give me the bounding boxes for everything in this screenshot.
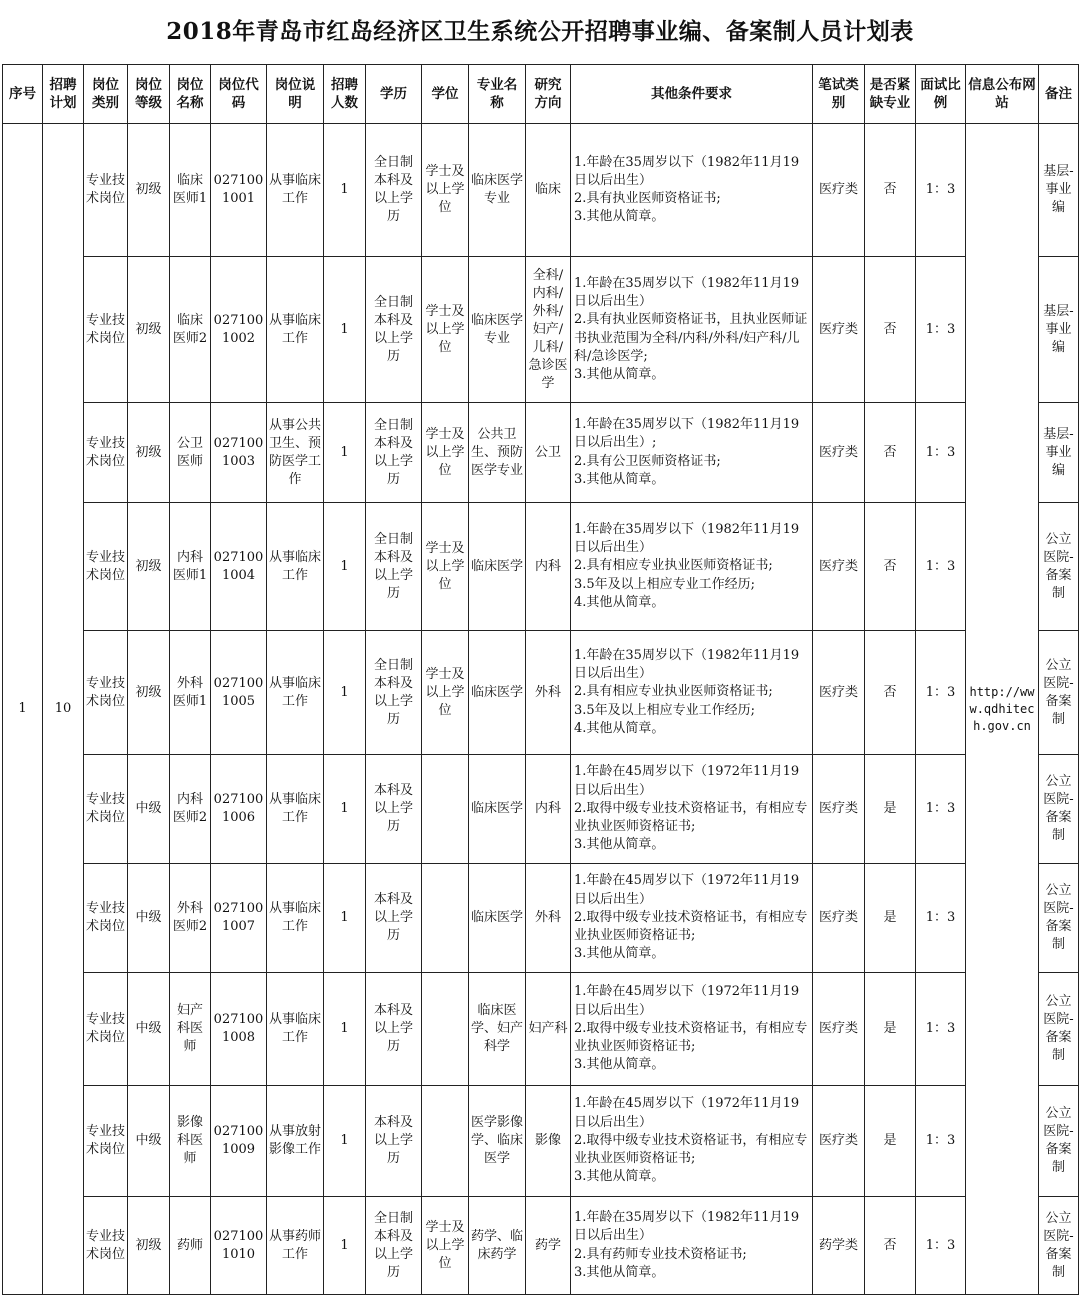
interview-ratio-cell: 1：3 xyxy=(916,1086,966,1197)
shortage-cell: 是 xyxy=(865,1086,916,1197)
degree-cell xyxy=(422,973,469,1086)
interview-ratio-cell: 1：3 xyxy=(916,403,966,503)
position-desc-cell: 从事临床工作 xyxy=(267,973,324,1086)
position-code-cell: 0271001002 xyxy=(211,257,267,403)
column-header: 序号 xyxy=(3,65,43,124)
level-cell: 中级 xyxy=(128,973,170,1086)
major-cell: 药学、临床药学 xyxy=(469,1197,526,1295)
category-cell: 专业技术岗位 xyxy=(84,257,128,403)
count-cell: 1 xyxy=(324,503,366,631)
major-cell: 临床医学专业 xyxy=(469,257,526,403)
table-row xyxy=(3,503,1079,631)
column-header: 岗位代码 xyxy=(211,65,267,124)
interview-ratio-cell: 1：3 xyxy=(916,1197,966,1295)
position-desc-cell: 从事公共卫生、预防医学工作 xyxy=(267,403,324,503)
exam-type-cell: 医疗类 xyxy=(813,257,865,403)
level-cell: 初级 xyxy=(128,124,170,257)
conditions-cell xyxy=(571,755,813,864)
interview-ratio-cell: 1：3 xyxy=(916,503,966,631)
position-desc-cell: 从事药师工作 xyxy=(267,1197,324,1295)
shortage-cell: 是 xyxy=(865,755,916,864)
note-cell: 公立医院-备案制 xyxy=(1039,631,1079,755)
level-cell: 初级 xyxy=(128,631,170,755)
position-code-cell: 0271001003 xyxy=(211,403,267,503)
category-cell: 专业技术岗位 xyxy=(84,124,128,257)
exam-type-cell: 医疗类 xyxy=(813,864,865,973)
column-header: 其他条件要求 xyxy=(571,65,813,124)
shortage-cell: 是 xyxy=(865,864,916,973)
position-name-cell: 临床医师1 xyxy=(170,124,211,257)
seq-cell: 1 xyxy=(3,124,43,1295)
condition-line: 2.取得中级专业技术资格证书，有相应专业执业医师资格证书; xyxy=(574,1020,808,1055)
count-cell: 1 xyxy=(324,755,366,864)
education-cell: 全日制本科及以上学历 xyxy=(366,403,422,503)
table-body xyxy=(3,124,1079,1295)
major-cell: 公共卫生、预防医学专业 xyxy=(469,403,526,503)
category-cell: 专业技术岗位 xyxy=(84,403,128,503)
level-cell: 初级 xyxy=(128,503,170,631)
major-cell: 临床医学 xyxy=(469,864,526,973)
table-row xyxy=(3,403,1079,503)
exam-type-cell: 医疗类 xyxy=(813,973,865,1086)
education-cell: 全日制本科及以上学历 xyxy=(366,124,422,257)
shortage-cell: 是 xyxy=(865,973,916,1086)
category-cell: 专业技术岗位 xyxy=(84,1197,128,1295)
degree-cell: 学士及以上学位 xyxy=(422,403,469,503)
position-name-cell: 影像科医师 xyxy=(170,1086,211,1197)
table-header-row xyxy=(3,65,1079,124)
condition-line: 3.其他从简章。 xyxy=(574,1057,665,1073)
column-header: 是否紧缺专业 xyxy=(865,65,916,124)
position-code-cell: 0271001007 xyxy=(211,864,267,973)
column-header: 招聘人数 xyxy=(324,65,366,124)
condition-line: 4.其他从简章。 xyxy=(574,720,665,736)
direction-cell: 公卫 xyxy=(526,403,571,503)
condition-line: 3.其他从简章。 xyxy=(574,946,665,962)
note-cell: 公立医院-备案制 xyxy=(1039,755,1079,864)
level-cell: 初级 xyxy=(128,257,170,403)
major-cell: 医学影像学、临床医学 xyxy=(469,1086,526,1197)
position-name-cell: 内科医师1 xyxy=(170,503,211,631)
conditions-cell xyxy=(571,631,813,755)
position-desc-cell: 从事放射影像工作 xyxy=(267,1086,324,1197)
count-cell: 1 xyxy=(324,973,366,1086)
shortage-cell: 否 xyxy=(865,124,916,257)
table-row xyxy=(3,973,1079,1086)
note-cell: 公立医院-备案制 xyxy=(1039,1086,1079,1197)
condition-line: 1.年龄在35周岁以下（1982年11月19日以后出生） xyxy=(574,1210,800,1244)
position-name-cell: 外科医师2 xyxy=(170,864,211,973)
level-cell: 初级 xyxy=(128,403,170,503)
major-cell: 临床医学 xyxy=(469,755,526,864)
position-code-cell: 0271001010 xyxy=(211,1197,267,1295)
condition-line: 1.年龄在35周岁以下（1982年11月19日以后出生）; xyxy=(574,417,800,451)
position-desc-cell: 从事临床工作 xyxy=(267,864,324,973)
education-cell: 全日制本科及以上学历 xyxy=(366,631,422,755)
count-cell: 1 xyxy=(324,257,366,403)
condition-line: 3.其他从简章。 xyxy=(574,209,665,225)
count-cell: 1 xyxy=(324,631,366,755)
shortage-cell: 否 xyxy=(865,403,916,503)
major-cell: 临床医学 xyxy=(469,631,526,755)
conditions-cell xyxy=(571,864,813,973)
condition-line: 1.年龄在45周岁以下（1972年11月19日以后出生） xyxy=(574,764,800,798)
condition-line: 1.年龄在35周岁以下（1982年11月19日以后出生） xyxy=(574,647,800,682)
education-cell: 本科及以上学历 xyxy=(366,973,422,1086)
table-row xyxy=(3,257,1079,403)
degree-cell xyxy=(422,1086,469,1197)
exam-type-cell: 医疗类 xyxy=(813,503,865,631)
condition-line: 3.5年及以上相应专业工作经历; xyxy=(574,702,756,718)
category-cell: 专业技术岗位 xyxy=(84,1086,128,1197)
exam-type-cell: 医疗类 xyxy=(813,631,865,755)
conditions-cell xyxy=(571,1197,813,1295)
shortage-cell: 否 xyxy=(865,503,916,631)
position-name-cell: 公卫医师 xyxy=(170,403,211,503)
interview-ratio-cell: 1：3 xyxy=(916,631,966,755)
exam-type-cell: 医疗类 xyxy=(813,124,865,257)
column-header: 专业名称 xyxy=(469,65,526,124)
position-desc-cell: 从事临床工作 xyxy=(267,257,324,403)
plan-cell: 10 xyxy=(43,124,84,1295)
position-name-cell: 内科医师2 xyxy=(170,755,211,864)
page-title: 2018年青岛市红岛经济区卫生系统公开招聘事业编、备案制人员计划表 xyxy=(166,18,914,45)
column-header: 岗位名称 xyxy=(170,65,211,124)
level-cell: 中级 xyxy=(128,1086,170,1197)
position-code-cell: 0271001006 xyxy=(211,755,267,864)
column-header: 备注 xyxy=(1039,65,1079,124)
exam-type-cell: 医疗类 xyxy=(813,1086,865,1197)
condition-line: 3.其他从简章。 xyxy=(574,1169,665,1185)
category-cell: 专业技术岗位 xyxy=(84,755,128,864)
note-cell: 公立医院-备案制 xyxy=(1039,864,1079,973)
exam-type-cell: 药学类 xyxy=(813,1197,865,1295)
condition-line: 2.取得中级专业技术资格证书，有相应专业执业医师资格证书; xyxy=(574,909,808,944)
condition-line: 2.具有药师专业技术资格证书; xyxy=(574,1246,747,1262)
condition-line: 3.其他从简章。 xyxy=(574,471,665,487)
column-header: 信息公布网站 xyxy=(966,65,1039,124)
note-cell: 公立医院-备案制 xyxy=(1039,1197,1079,1295)
recruitment-plan-table xyxy=(2,64,1079,1295)
conditions-cell xyxy=(571,124,813,257)
column-header: 岗位说明 xyxy=(267,65,324,124)
condition-line: 1.年龄在45周岁以下（1972年11月19日以后出生） xyxy=(574,984,800,1018)
condition-line: 1.年龄在35周岁以下（1982年11月19日以后出生） xyxy=(574,521,800,556)
count-cell: 1 xyxy=(324,124,366,257)
column-header: 面试比例 xyxy=(916,65,966,124)
conditions-cell xyxy=(571,503,813,631)
website-cell[interactable]: http://www.qdhitech.gov.cn xyxy=(966,124,1039,1295)
degree-cell: 学士及以上学位 xyxy=(422,124,469,257)
condition-line: 2.具有相应专业执业医师资格证书; xyxy=(574,684,773,700)
column-header: 招聘计划 xyxy=(43,65,84,124)
exam-type-cell: 医疗类 xyxy=(813,755,865,864)
position-code-cell: 0271001001 xyxy=(211,124,267,257)
interview-ratio-cell: 1：3 xyxy=(916,973,966,1086)
position-name-cell: 药师 xyxy=(170,1197,211,1295)
category-cell: 专业技术岗位 xyxy=(84,864,128,973)
count-cell: 1 xyxy=(324,864,366,973)
note-cell: 基层-事业编 xyxy=(1039,257,1079,403)
conditions-cell xyxy=(571,973,813,1086)
exam-type-cell: 医疗类 xyxy=(813,403,865,503)
shortage-cell: 否 xyxy=(865,257,916,403)
condition-line: 3.5年及以上相应专业工作经历; xyxy=(574,576,756,592)
position-name-cell: 外科医师1 xyxy=(170,631,211,755)
condition-line: 1.年龄在35周岁以下（1982年11月19日以后出生） xyxy=(574,154,800,188)
education-cell: 全日制本科及以上学历 xyxy=(366,1197,422,1295)
position-desc-cell: 从事临床工作 xyxy=(267,755,324,864)
condition-line: 2.具有相应专业执业医师资格证书; xyxy=(574,558,773,574)
direction-cell: 外科 xyxy=(526,864,571,973)
table-row xyxy=(3,1086,1079,1197)
direction-cell: 药学 xyxy=(526,1197,571,1295)
major-cell: 临床医学 xyxy=(469,503,526,631)
condition-line: 3.其他从简章。 xyxy=(574,837,665,853)
condition-line: 3.其他从简章。 xyxy=(574,1264,665,1280)
education-cell: 本科及以上学历 xyxy=(366,755,422,864)
condition-line: 1.年龄在35周岁以下（1982年11月19日以后出生） xyxy=(574,275,800,310)
interview-ratio-cell: 1：3 xyxy=(916,864,966,973)
degree-cell: 学士及以上学位 xyxy=(422,257,469,403)
position-code-cell: 0271001008 xyxy=(211,973,267,1086)
direction-cell: 内科 xyxy=(526,755,571,864)
education-cell: 本科及以上学历 xyxy=(366,1086,422,1197)
count-cell: 1 xyxy=(324,1086,366,1197)
level-cell: 中级 xyxy=(128,755,170,864)
count-cell: 1 xyxy=(324,1197,366,1295)
table-row xyxy=(3,631,1079,755)
major-cell: 临床医学专业 xyxy=(469,124,526,257)
column-header: 学历 xyxy=(366,65,422,124)
education-cell: 全日制本科及以上学历 xyxy=(366,503,422,631)
category-cell: 专业技术岗位 xyxy=(84,973,128,1086)
education-cell: 全日制本科及以上学历 xyxy=(366,257,422,403)
interview-ratio-cell: 1：3 xyxy=(916,124,966,257)
direction-cell: 内科 xyxy=(526,503,571,631)
degree-cell xyxy=(422,864,469,973)
position-desc-cell: 从事临床工作 xyxy=(267,631,324,755)
conditions-cell xyxy=(571,403,813,503)
major-cell: 临床医学、妇产科学 xyxy=(469,973,526,1086)
condition-line: 1.年龄在45周岁以下（1972年11月19日以后出生） xyxy=(574,1096,800,1130)
condition-line: 2.具有公卫医师资格证书; xyxy=(574,453,721,469)
interview-ratio-cell: 1：3 xyxy=(916,257,966,403)
category-cell: 专业技术岗位 xyxy=(84,503,128,631)
direction-cell: 外科 xyxy=(526,631,571,755)
direction-cell: 影像 xyxy=(526,1086,571,1197)
note-cell: 基层-事业编 xyxy=(1039,124,1079,257)
note-cell: 公立医院-备案制 xyxy=(1039,503,1079,631)
note-cell: 公立医院-备案制 xyxy=(1039,973,1079,1086)
position-desc-cell: 从事临床工作 xyxy=(267,503,324,631)
direction-cell: 妇产科 xyxy=(526,973,571,1086)
column-header: 岗位类别 xyxy=(84,65,128,124)
degree-cell: 学士及以上学位 xyxy=(422,1197,469,1295)
shortage-cell: 否 xyxy=(865,631,916,755)
level-cell: 初级 xyxy=(128,1197,170,1295)
column-header: 学位 xyxy=(422,65,469,124)
table-row xyxy=(3,864,1079,973)
condition-line: 2.取得中级专业技术资格证书，有相应专业执业医师资格证书; xyxy=(574,1132,808,1167)
shortage-cell: 否 xyxy=(865,1197,916,1295)
condition-line: 1.年龄在45周岁以下（1972年11月19日以后出生） xyxy=(574,873,800,907)
degree-cell xyxy=(422,755,469,864)
condition-line: 2.取得中级专业技术资格证书，有相应专业执业医师资格证书; xyxy=(574,800,808,835)
conditions-cell xyxy=(571,1086,813,1197)
position-code-cell: 0271001005 xyxy=(211,631,267,755)
degree-cell: 学士及以上学位 xyxy=(422,631,469,755)
category-cell: 专业技术岗位 xyxy=(84,631,128,755)
count-cell: 1 xyxy=(324,403,366,503)
position-name-cell: 临床医师2 xyxy=(170,257,211,403)
interview-ratio-cell: 1：3 xyxy=(916,755,966,864)
direction-cell: 临床 xyxy=(526,124,571,257)
level-cell: 中级 xyxy=(128,864,170,973)
conditions-cell xyxy=(571,257,813,403)
direction-cell: 全科/内科/外科/妇产/儿科/急诊医学 xyxy=(526,257,571,403)
table-row xyxy=(3,1197,1079,1295)
education-cell: 本科及以上学历 xyxy=(366,864,422,973)
column-header: 笔试类别 xyxy=(813,65,865,124)
position-code-cell: 0271001004 xyxy=(211,503,267,631)
table-row xyxy=(3,124,1079,257)
degree-cell: 学士及以上学位 xyxy=(422,503,469,631)
column-header: 岗位等级 xyxy=(128,65,170,124)
column-header: 研究方向 xyxy=(526,65,571,124)
table-row xyxy=(3,755,1079,864)
position-name-cell: 妇产科医师 xyxy=(170,973,211,1086)
condition-line: 3.其他从简章。 xyxy=(574,366,665,382)
condition-line: 2.具有执业医师资格证书，且执业医师证书执业范围为全科/内科/外科/妇产科/儿科/急诊医学; xyxy=(574,312,808,364)
position-desc-cell: 从事临床工作 xyxy=(267,124,324,257)
condition-line: 4.其他从简章。 xyxy=(574,594,665,610)
condition-line: 2.具有执业医师资格证书; xyxy=(574,191,721,206)
position-code-cell: 0271001009 xyxy=(211,1086,267,1197)
note-cell: 基层-事业编 xyxy=(1039,403,1079,503)
